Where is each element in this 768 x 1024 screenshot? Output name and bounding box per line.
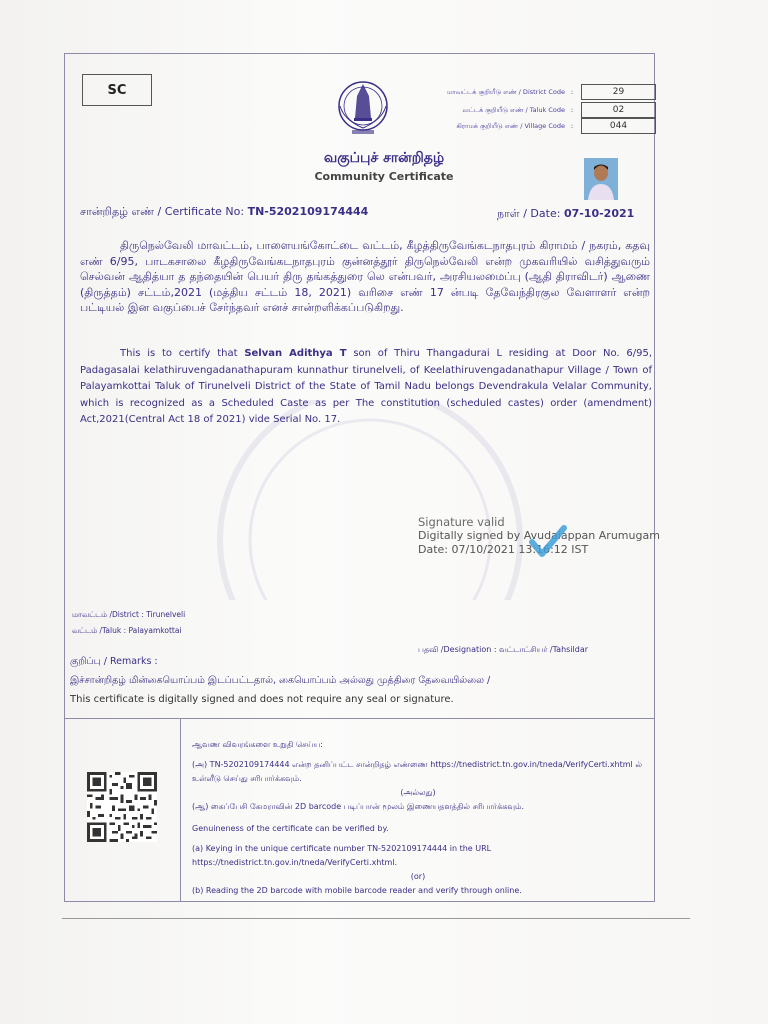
verify-option-b-tamil: (ஆ) கைப்பேசி கேமராவின் 2D barcode படிப்பான் மூலம் இணையதளத்தில் சரிபார்க்கவும்.	[192, 802, 524, 811]
district-code-value: 29	[581, 84, 656, 100]
certificate-number: TN-5202109174444	[247, 205, 369, 218]
section-divider	[64, 718, 655, 719]
certificate-date: 07-10-2021	[563, 207, 635, 220]
en-para-intro: This is to certify that	[120, 348, 245, 359]
applicant-photo	[584, 158, 618, 200]
note-tamil: இச்சான்றிதழ் மின்கையொப்பம் இடப்பட்டதால், கையொப்பம் அல்லது முத்திரை தேவையில்லை /	[70, 675, 491, 686]
verify-option-a-tamil: (அ) TN-5202109174444 என்ற தனிப்பட்ட சான்றிதழ் எண்ணை https://tnedistrict.tn.gov.in/tneda/VerifyCerti.xhtml ல் உள்ளீடு செய்து சரிபார்க்கவும்.	[192, 760, 642, 783]
taluk-code-value: 02	[581, 102, 656, 118]
certificate-number-line	[80, 205, 368, 220]
date-label: நாள் / Date:	[497, 207, 561, 220]
verify-option-a-english: (a) Keying in the unique certificate number TN-5202109174444 in the URL https://tnedistrict.tn.gov.in/tneda/VerifyCerti.xhtml.	[192, 844, 492, 867]
tamil-paragraph: திருநெல்வேலி மாவட்டம், பாளையங்கோட்டை வட்டம், கீழத்திருவேங்கடநாதபுரம் கிராமம் / நகரம், கதவு எண் 6/95, பாடகசாலை கீழதிருவேங்கடநாதபுரம் குன்னத்தூர் திருநெல்வேலி என்ற முகவரியில் வசித்துவரும் செல்வன் ஆதித்யா த தந்தையின் பெயர் திரு தங்கத்துரை லெ என்பவர், அரசியலமைப்பு (ஆதி திராவிடர்) ஆணை (திருத்தம்) சட்டம்,2021 (மத்திய சட்டம் 18, 2021) வரிசை எண் 17 ன்படி தேவேந்திரகுல வேளாளர் என்ற பட்டியல் இன வகுப்பைச் சேர்ந்தவர் எனச் சான்றளிக்கப்படுகிறது.	[80, 239, 650, 315]
signature-signer: Digitally signed by Avudaiappan Arumugam	[418, 529, 660, 542]
note-english: This certificate is digitally signed and does not require any seal or signature.	[70, 694, 454, 705]
title-tamil: வகுப்புச் சான்றிதழ்	[323, 150, 445, 166]
remarks-label: குறிப்பு / Remarks :	[70, 656, 158, 667]
en-para-body: son of Thiru Thangadurai L residing at Door No. 6/95, Padagasalai kelathiruvengadanathapuram kunnathur tirunelveli, of Keelathiruvengadanathapur Village / Town of Palayamkottai Taluk of Tirunelveli District of the State of Tamil Nadu belongs Devendrakula Velalar Community, which is recognized as a Scheduled Caste as per The constitution (scheduled castes) order (amendment) Act,2021(Central Act 18 of 2021) vide Serial No. 17.	[80, 348, 653, 426]
qr-divider	[180, 718, 181, 902]
verify-or-tamil: (அல்லது)	[400, 788, 436, 797]
verify-or-english: (or)	[410, 872, 426, 881]
title-english: Community Certificate	[314, 170, 454, 183]
taluk-line: வட்டம் /Taluk : Palayamkottai	[72, 626, 182, 635]
verify-heading-english: Genuineness of the certificate can be verified by.	[192, 824, 389, 833]
taluk-code-label: வட்டக் குறியீடு எண் / Taluk Code	[462, 105, 565, 114]
designation-line: பதவி /Designation : வட்டாட்சியர் /Tahsildar	[418, 645, 589, 654]
tamil-nadu-emblem-icon	[330, 78, 396, 136]
checkmark-icon	[528, 524, 568, 560]
qr-code-icon	[84, 772, 160, 842]
tamil-certification-text	[80, 238, 650, 316]
verify-option-b-english: (b) Reading the 2D barcode with mobile barcode reader and verify through online.	[192, 886, 522, 895]
signature-status: Signature valid	[418, 515, 505, 529]
location-block	[72, 607, 185, 639]
watermark-emblem-icon	[190, 400, 550, 600]
date-line	[497, 207, 634, 222]
category-box: SC	[82, 74, 152, 106]
applicant-name: Selvan Adithya T	[244, 348, 347, 359]
page-bottom-rule	[62, 918, 690, 919]
district-line: மாவட்டம் /District : Tirunelveli	[72, 610, 186, 619]
taluk-code-row: வட்டக் குறியீடு எண் / Taluk Code :	[425, 102, 579, 118]
verify-heading-tamil: ஆவண விவரங்களை உறுதி செய்ய:	[192, 740, 323, 749]
district-code-row: மாவட்டக் குறியீடு எண் / District Code :	[425, 84, 579, 100]
verification-instructions	[192, 738, 644, 898]
certificate-number-label: சான்றிதழ் எண் / Certificate No:	[80, 205, 245, 218]
village-code-value: 044	[581, 118, 656, 134]
signature-date: Date: 07/10/2021 13:16:12 IST	[418, 543, 589, 556]
district-code-label: மாவட்டக் குறியீடு எண் / District Code	[447, 87, 565, 96]
village-code-row: கிராமக் குறியீடு எண் / Village Code :	[425, 118, 579, 134]
village-code-label: கிராமக் குறியீடு எண் / Village Code	[456, 121, 565, 130]
